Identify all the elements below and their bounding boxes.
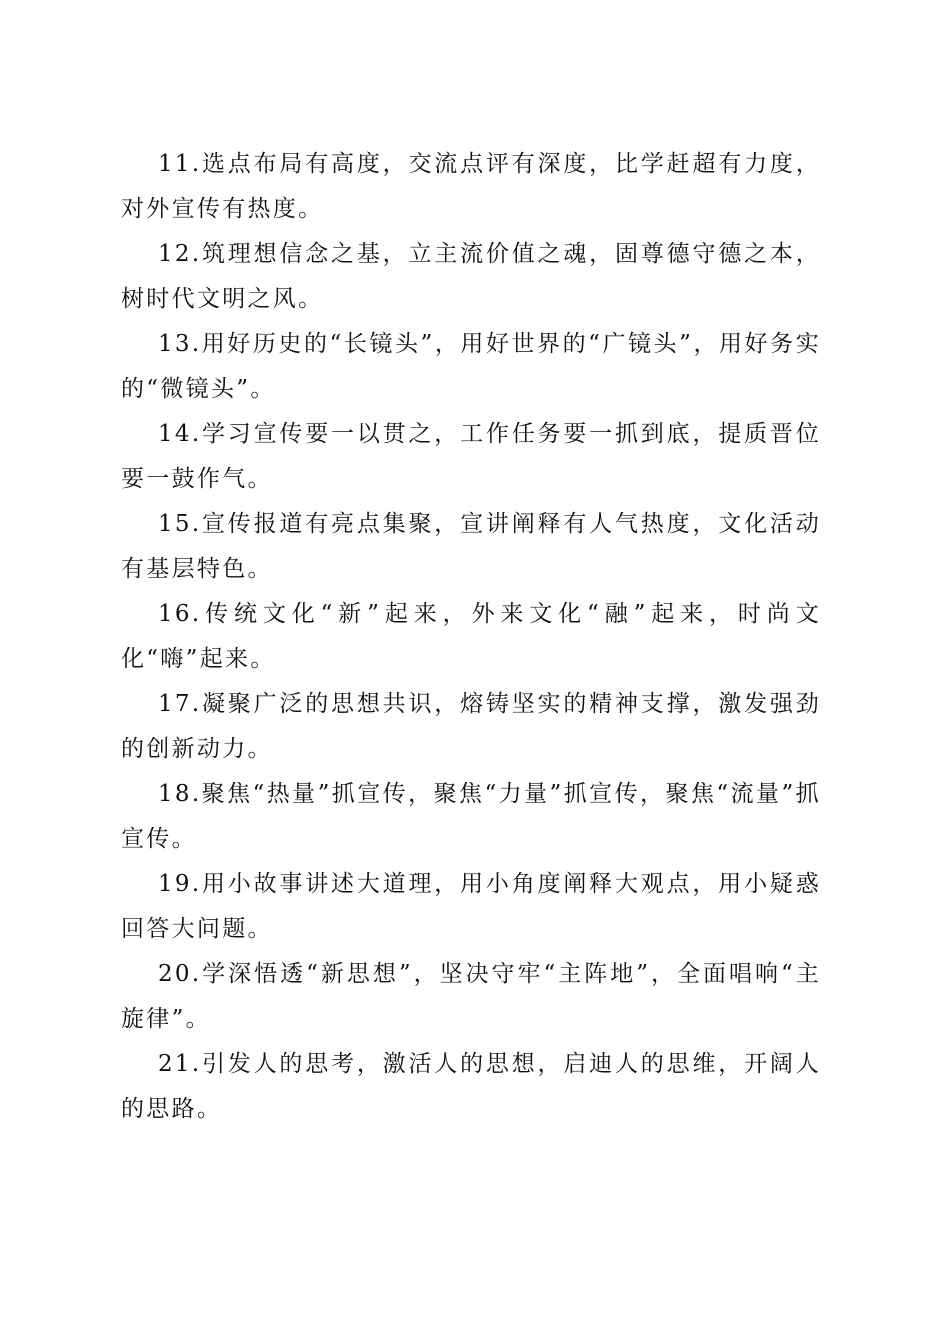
paragraph-item-21: 21.引发人的思考，激活人的思想，启迪人的思维，开阔人的思路。 [121,1051,821,1122]
paragraph-item-14: 14.学习宣传要一以贯之，工作任务要一抓到底，提质晋位要一鼓作气。 [121,421,821,492]
paragraph-item-13: 13.用好历史的“长镜头”，用好世界的“广镜头”，用好务实的“微镜头”。 [121,331,821,402]
paragraph-item-11: 11.选点布局有高度，交流点评有深度，比学赶超有力度，对外宣传有热度。 [121,151,821,222]
paragraph-item-15: 15.宣传报道有亮点集聚，宣讲阐释有人气热度，文化活动有基层特色。 [121,511,821,582]
paragraph-item-19: 19.用小故事讲述大道理，用小角度阐释大观点，用小疑惑回答大问题。 [121,871,821,942]
paragraph-item-18: 18.聚焦“热量”抓宣传，聚焦“力量”抓宣传，聚焦“流量”抓宣传。 [121,781,821,852]
paragraph-item-12: 12.筑理想信念之基，立主流价值之魂，固尊德守德之本，树时代文明之风。 [121,241,821,312]
paragraph-item-20: 20.学深悟透“新思想”，坚决守牢“主阵地”，全面唱响“主旋律”。 [121,961,821,1032]
document-body [121,142,821,1132]
paragraph-item-16: 16.传统文化“新”起来，外来文化“融”起来，时尚文化“嗨”起来。 [121,601,821,672]
paragraph-item-17: 17.凝聚广泛的思想共识，熔铸坚实的精神支撑，激发强劲的创新动力。 [121,691,821,762]
